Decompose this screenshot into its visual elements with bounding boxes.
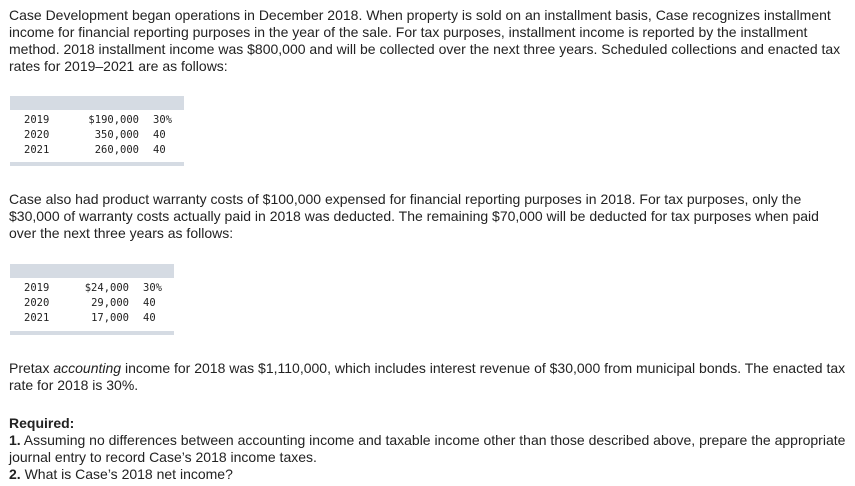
pretax-text-end: income for 2018 was $1,110,000, which includes interest revenue of $30,000 from municipal bonds. The enacted tax rate for 2018 is 30%. [9, 360, 846, 393]
year-cell: 2019 [24, 282, 50, 294]
table-row [10, 296, 162, 311]
amount-cell: 29,000 [91, 297, 129, 309]
pretax-paragraph [9, 360, 847, 394]
year-cell: 2020 [24, 297, 50, 309]
amount-cell: 260,000 [94, 144, 139, 156]
amount-cell: $190,000 [88, 114, 139, 126]
rate-cell: 30% [153, 114, 172, 126]
collections-table [10, 96, 184, 166]
year-cell: 2019 [24, 114, 50, 126]
amount-cell: $24,000 [84, 282, 129, 294]
warranty-paragraph: Case also had product warranty costs of $100,000 expensed for financial reporting purposes in 2018. For tax purposes, only the $30,000 of warranty costs actually paid in 2018 was deducted. The remaining $70,000 will be deducted for tax purposes when paid over the next three years as follows: [9, 191, 819, 241]
year-cell: 2021 [24, 144, 50, 156]
rate-cell: 40 [143, 312, 156, 324]
year-cell: 2020 [24, 129, 50, 141]
pretax-emphasis: accounting [53, 360, 122, 376]
required-section [9, 415, 847, 483]
item-number: 2. [9, 466, 21, 482]
item-text: What is Case’s 2018 net income? [20, 466, 233, 482]
intro-paragraph: Case Development began operations in December 2018. When property is sold on an installment basis, Case recognizes installment income for financial reporting purposes in the year of the sale. For tax purposes, installment income is reported by the installment method. 2018 installment income was $800,000 and will be collected over the next three years. Scheduled collections and enacted tax rates for 2019–2021 are as follows: [9, 7, 841, 74]
table-row [10, 281, 162, 296]
warranty-table [10, 264, 174, 335]
required-heading: Required: [9, 415, 75, 431]
table-row [10, 143, 172, 158]
required-item-2 [9, 466, 847, 483]
rate-cell: 40 [143, 297, 156, 309]
year-cell: 2021 [24, 312, 50, 324]
item-text: Assuming no differences between accounting income and taxable income other than those described above, prepare the appropriate journal entry to record Case’s 2018 income taxes. [9, 432, 846, 465]
rate-cell: 40 [153, 129, 166, 141]
rate-cell: 40 [153, 144, 166, 156]
item-number: 1. [9, 432, 21, 448]
table-row [10, 311, 162, 326]
rate-cell: 30% [143, 282, 162, 294]
amount-cell: 17,000 [91, 312, 129, 324]
table-row [10, 128, 172, 143]
pretax-text-start: Pretax [9, 360, 54, 376]
table-row [10, 113, 172, 128]
required-item-1 [9, 432, 847, 466]
amount-cell: 350,000 [94, 129, 139, 141]
